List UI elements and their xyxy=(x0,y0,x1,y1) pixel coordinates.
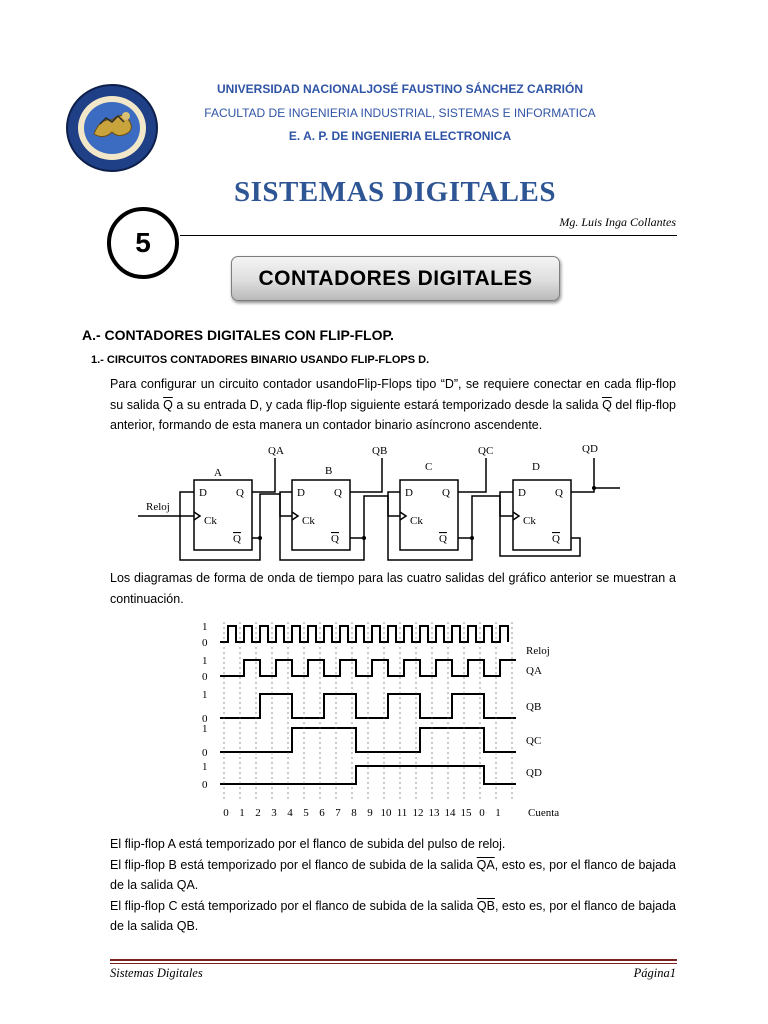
ff-output-label: QD xyxy=(582,443,598,455)
university-name: UNIVERSIDAD NACIONALJOSÉ FAUSTINO SÁNCHEZ CARRIÓN xyxy=(216,82,584,96)
ff-pins-d xyxy=(518,487,563,545)
level-low-label: 0 xyxy=(202,779,208,791)
ff-pins-b xyxy=(297,487,342,545)
intro-text-c: del flip-flop anterior, formando de esta manera un contador binario asíncrono ascendente. xyxy=(110,397,676,432)
count-label: 14 xyxy=(444,807,456,819)
pin-qbar: Q xyxy=(439,533,447,545)
pin-q: Q xyxy=(334,487,342,499)
level-high-label: 1 xyxy=(202,761,208,773)
subsection-heading: 1.- CIRCUITOS CONTADORES BINARIO USANDO FLIP-FLOPS D. xyxy=(91,354,430,366)
chapter-number-badge xyxy=(107,207,179,279)
intro-text-b: a su entrada D, y cada flip-flop siguiente estará temporizado desde la salida xyxy=(172,397,603,412)
count-label: 1 xyxy=(495,807,501,819)
pin-d: D xyxy=(518,487,526,499)
ff-output-label: QC xyxy=(478,445,494,457)
signal-label: Reloj xyxy=(526,645,550,657)
count-label: 11 xyxy=(396,807,408,819)
level-low-label: 0 xyxy=(202,747,208,759)
count-label: 2 xyxy=(255,807,261,819)
pin-d: D xyxy=(199,487,207,499)
pin-qbar: Q xyxy=(552,533,560,545)
document-title: SISTEMAS DIGITALES xyxy=(234,176,556,208)
intro-paragraph xyxy=(110,374,676,436)
ff-output-label: QA xyxy=(268,445,284,457)
explanation-text: El flip-flop A está temporizado por el flanco de subida del pulso de reloj. xyxy=(110,837,506,851)
count-label: 5 xyxy=(303,807,309,819)
explanation-block xyxy=(110,834,676,937)
ff-label: A xyxy=(214,467,222,479)
counter-circuit-diagram xyxy=(120,440,638,564)
section-heading: A.- CONTADORES DIGITALES CON FLIP-FLOP. xyxy=(82,327,394,343)
count-label: 3 xyxy=(271,807,277,819)
explanation-line xyxy=(110,896,676,937)
title-rule xyxy=(180,235,677,236)
author-name: Mg. Luis Inga Collantes xyxy=(559,215,676,229)
waveform-reloj xyxy=(220,626,508,642)
chapter-title: CONTADORES DIGITALES xyxy=(258,266,533,290)
faculty-name: FACULTAD DE INGENIERIA INDUSTRIAL, SISTEMAS E INFORMATICA xyxy=(204,106,596,120)
count-axis-label: Cuenta xyxy=(528,807,560,819)
signal-bar-symbol: $\overline{QA}$ xyxy=(476,857,495,872)
explanation-text: , esto es, por el flanco de bajada de la salida xyxy=(110,857,676,892)
university-seal xyxy=(66,84,158,172)
q-bar-symbol: $\overline{Q}$ xyxy=(163,397,173,412)
level-low-label: 0 xyxy=(202,637,208,649)
school-name: E. A. P. DE INGENIERIA ELECTRONICA xyxy=(288,129,512,143)
pin-q: Q xyxy=(555,487,563,499)
signal-label: QA xyxy=(526,665,542,677)
footer-rule xyxy=(110,959,677,961)
explanation-text: . xyxy=(194,878,199,892)
count-label: 4 xyxy=(287,807,293,819)
waveform-intro: Los diagramas de forma de onda de tiempo para las cuatro salidas del gráfico anterior se muestran a continuación. xyxy=(110,571,676,606)
footer-title: Sistemas Digitales xyxy=(110,966,203,980)
q-bar-symbol: $\overline{Q}$ xyxy=(602,397,612,412)
timing-diagram xyxy=(198,618,578,824)
pin-ck: Ck xyxy=(523,515,536,527)
count-label: 0 xyxy=(479,807,485,819)
circuit-input-label: Reloj xyxy=(146,501,170,513)
pin-ck: Ck xyxy=(204,515,217,527)
pin-d: D xyxy=(405,487,413,499)
pin-qbar: Q xyxy=(331,533,339,545)
count-label: 6 xyxy=(319,807,325,819)
level-low-label: 0 xyxy=(202,713,208,725)
level-high-label: 1 xyxy=(202,689,208,701)
explanation-text: , esto es, por el flanco de bajada de la salida xyxy=(110,898,676,933)
explanation-text: El flip-flop B está temporizado por el flanco de subida de la salida xyxy=(110,857,477,872)
signal-bar-symbol: $\overline{QB}$ xyxy=(476,898,495,913)
count-label: 10 xyxy=(380,807,392,819)
level-high-label: 1 xyxy=(202,723,208,735)
pin-d: D xyxy=(297,487,305,499)
ff-label: D xyxy=(532,461,540,473)
ff-pins-c xyxy=(405,487,450,545)
explanation-text: . xyxy=(194,919,199,933)
signal-label: QC xyxy=(526,735,542,747)
pin-ck: Ck xyxy=(410,515,423,527)
pin-ck: Ck xyxy=(302,515,315,527)
ff-output-label: QB xyxy=(372,445,388,457)
intro-text-a: Para configurar un circuito contador usandoFlip-Flops tipo “D”, se requiere conectar en cada flip-flop su salida xyxy=(110,377,676,412)
count-label: 7 xyxy=(335,807,341,819)
signal-label: QD xyxy=(526,767,542,779)
count-label: 8 xyxy=(351,807,357,819)
signal-label: QB xyxy=(526,701,542,713)
signal-symbol: QB xyxy=(176,919,195,933)
explanation-line xyxy=(110,855,676,896)
pin-q: Q xyxy=(236,487,244,499)
signal-symbol: QA xyxy=(176,878,195,892)
page-number: Página1 xyxy=(633,966,676,980)
count-label: 15 xyxy=(460,807,472,819)
count-label: 0 xyxy=(223,807,229,819)
level-low-label: 0 xyxy=(202,671,208,683)
explanation-text: El flip-flop C está temporizado por el flanco de subida de la salida xyxy=(110,898,477,913)
level-high-label: 1 xyxy=(202,621,208,633)
pin-qbar: Q xyxy=(233,533,241,545)
count-label: 13 xyxy=(428,807,440,819)
footer-rule xyxy=(110,963,677,964)
chapter-number: 5 xyxy=(135,227,151,258)
level-high-label: 1 xyxy=(202,655,208,667)
pin-q: Q xyxy=(442,487,450,499)
count-label: 12 xyxy=(412,807,424,819)
ff-label: C xyxy=(425,461,433,473)
count-label: 1 xyxy=(239,807,245,819)
count-label: 9 xyxy=(367,807,373,819)
ff-pins-a xyxy=(199,487,244,545)
explanation-line xyxy=(110,834,676,855)
chapter-title-box xyxy=(231,256,560,301)
ff-label: B xyxy=(325,465,333,477)
